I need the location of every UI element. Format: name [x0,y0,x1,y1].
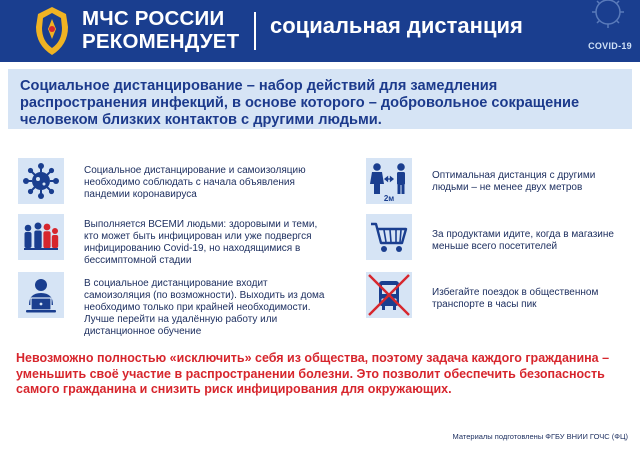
brand-title [82,7,239,53]
shopping-cart-icon [366,214,412,260]
footer-credit: Материалы подготовлены ФГБУ ВНИИ ГОЧС (ФЦ) [452,432,628,441]
item-text: Оптимальная дистанция с другими людьми – не менее двух метров [432,170,596,193]
list-item [366,214,626,262]
item-text: В социальное дистанцирование входит самоизоляция (по возможности). Выходить из дома необходимо только при крайней необходимости. Лучше перейти на удалённую работу или дистанционное обучение [84,278,325,337]
list-item [18,214,318,266]
covid-label: COVID-19 [588,41,632,51]
warning-text: Невозможно полностью «исключить» себя из общества, поэтому задача каждого гражданина – уменьшить своё участие в распространении болезни. Это позволит обеспечить безопасность самого гражданина и снизить риск инфицирования для окружающих. [16,351,610,396]
distance-label: 2м [383,194,395,203]
list-item [18,158,318,206]
topic-title: социальная дистанция [270,13,523,38]
people-group-icon [18,214,64,260]
item-text: За продуктами идите, когда в магазине меньше всего посетителей [432,229,614,252]
item-text: Выполняется ВСЕМИ людьми: здоровыми и теми, кто может быть инфицирован или уже подвергся инфицированию Covid-19, но находящимися в бессимптомной стадии [84,219,318,266]
intro-panel [8,69,632,129]
emchs-emblem-icon [30,5,74,57]
list-item [366,158,626,206]
header-banner [0,0,640,62]
virus-decoration-icon [572,0,640,46]
no-bus-icon [366,272,412,318]
header-divider [254,12,256,50]
intro-text: Социальное дистанцирование – набор действий для замедления распространения инфекций, в основе которого – добровольное сокращение человеком близких контактов с другими людьми. [20,78,580,128]
item-text: Избегайте поездок в общественном транспорте в часы пик [432,287,599,310]
virus-icon [18,158,64,204]
item-text: Социальное дистанцирование и самоизоляцию необходимо соблюдать с начала объявления пандемии коронавируса [84,165,306,200]
distance-people-icon [366,158,412,204]
list-item [18,272,328,337]
list-item [366,272,626,320]
brand-line-1: МЧС РОССИИ [82,7,225,30]
brand-line-2: РЕКОМЕНДУЕТ [82,30,240,53]
laptop-user-icon [18,272,64,318]
